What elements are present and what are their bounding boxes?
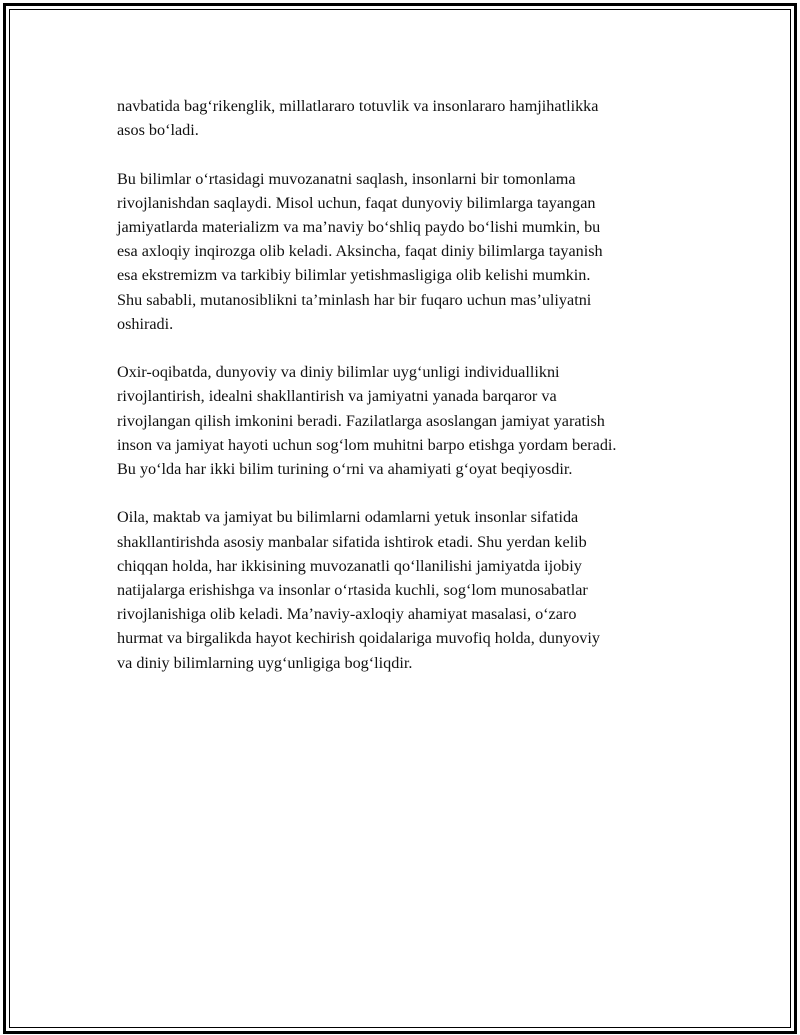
paragraph-4: Oila, maktab va jamiyat bu bilimlarni odamlarni yetuk insonlar sifatida shakllantirishda asosiy manbalar sifatida ishtirok etadi. Shu yerdan kelib chiqqan holda, har ikkisining muvozanatli qo‘llanilishi jamiyatda ijobiy natijalarga erishishga va insonlar o‘rtasida kuchli, sog‘lom munosabatlar rivojlanishiga olib keladi. Ma’naviy-axloqiy ahamiyat masalasi, o‘zaro hurmat va birgalikda hayot kechirish qoidalariga muvofiq holda, dunyoviy va diniy bilimlarning uyg‘unligiga bog‘liqdir. [117,508,600,672]
paragraph-3: Oxir-oqibatda, dunyoviy va diniy bilimlar uyg‘unligi individuallikni rivojlantirish, idealni shakllantirish va jamiyatni yanada barqaror va rivojlangan qilish imkonini beradi. Fazilatlarga asoslangan jamiyat yaratish inson va jamiyat hayoti uchun sog‘lom muhitni barpo etishga yordam beradi. Bu yo‘lda har ikki bilim turining o‘rni va ahamiyati g‘oyat beqiyosdir. [117,363,617,479]
paragraph-2: Bu bilimlar o‘rtasidagi muvozanatni saqlash, insonlarni bir tomonlama rivojlanishdan saqlaydi. Misol uchun, faqat dunyoviy bilimlarga tayangan jamiyatlarda materializm va ma’naviy bo‘shliq paydo bo‘lishi mumkin, bu esa axloqiy inqirozga olib keladi. Aksincha, faqat diniy bilimlarga tayanish esa ekstremizm va tarkibiy bilimlar yetishmasligiga olib kelishi mumkin. Shu sababli, mutanosiblikni ta’minlash har bir fuqaro uchun mas’uliyatni oshiradi. [117,169,603,333]
paragraph-1: navbatida bag‘rikenglik, millatlararo totuvlik va insonlararo hamjihatlikka asos bo‘ladi. [117,97,599,140]
document-body [117,94,702,699]
